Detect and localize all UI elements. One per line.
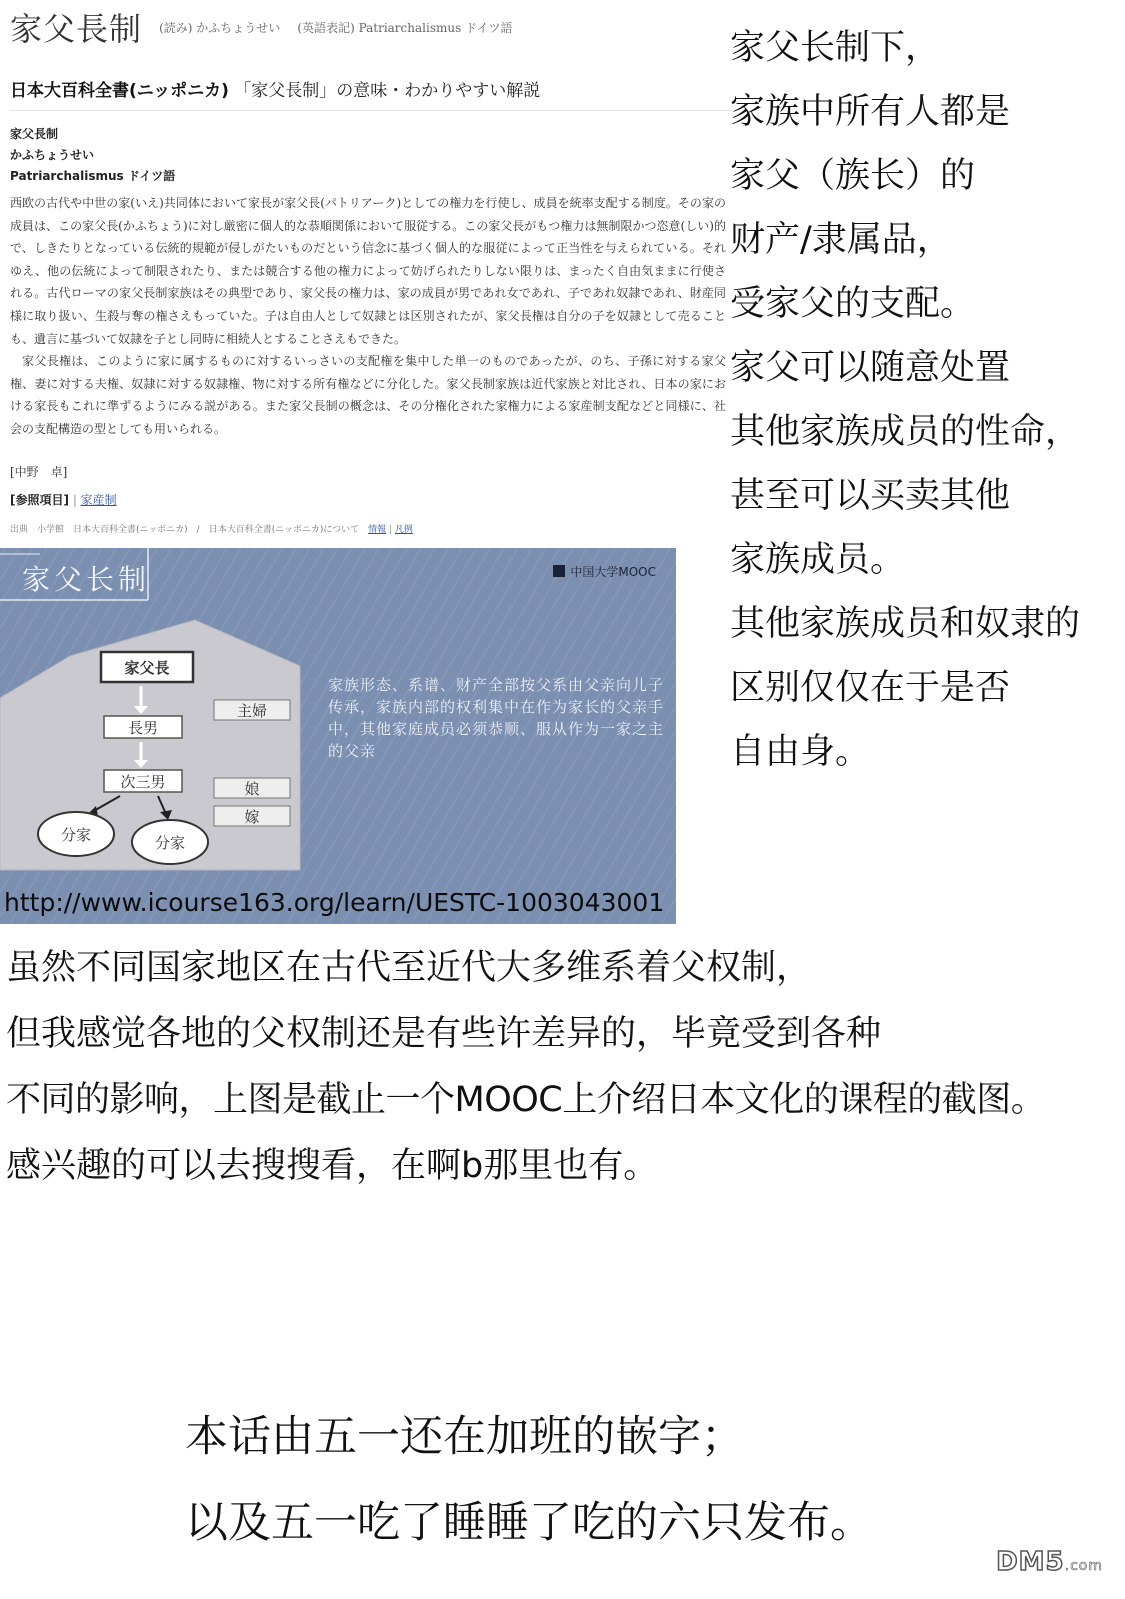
right-line: 区别仅仅在于是否	[730, 668, 1011, 708]
mooc-slide	[0, 548, 676, 924]
dictionary-screenshot	[0, 0, 735, 550]
dictionary-title-row	[10, 4, 512, 50]
credit-line: 以及五一吃了睡睡了吃的六只发布。	[185, 1498, 873, 1548]
right-line: 家族中所有人都是	[730, 92, 1011, 132]
source-bold: 日本大百科全書(ニッポニカ)	[10, 81, 229, 101]
dictionary-body	[10, 192, 726, 441]
headword-foreign: Patriarchalismus ドイツ語	[10, 169, 176, 183]
right-line: 受家父的支配。	[730, 284, 976, 324]
node-bride-label: 嫁	[244, 808, 260, 826]
bottom-line: 感兴趣的可以去搜搜看，在啊b那里也有。	[6, 1146, 659, 1186]
bottom-paragraph	[6, 935, 1121, 1199]
bottom-line: 虽然不同国家地区在古代至近代大多维系着父权制，	[6, 948, 812, 988]
right-line: 家族成员。	[730, 540, 906, 580]
right-line: 财产/隶属品，	[730, 220, 952, 260]
watermark-suffix: .com	[1064, 1558, 1103, 1574]
footer-link-legend[interactable]: 凡例	[394, 525, 413, 535]
reference-label: [参照項目]	[10, 493, 69, 507]
slide-title: 家父长制	[22, 563, 151, 596]
right-line: 自由身。	[730, 732, 871, 772]
slide-logo-text: 中国大学MOOC	[570, 565, 656, 579]
divider	[10, 110, 730, 111]
dictionary-footer: 出典 小学館 日本大百科全書(ニッポニカ) / 日本大百科全書(ニッポニカ)について 情報 | 凡例	[10, 525, 413, 535]
right-line: 其他家族成员和奴隶的	[730, 604, 1081, 644]
credits	[185, 1394, 873, 1566]
right-column-text	[730, 16, 1120, 784]
node-branch1-label: 分家	[60, 826, 92, 844]
right-line: 家父长制下，	[730, 28, 941, 68]
bottom-line: 不同的影响，上图是截止一个MOOC上介绍日本文化的课程的截图。	[6, 1080, 1046, 1120]
node-eldest-label: 長男	[127, 719, 159, 737]
mooc-logo-icon	[553, 565, 565, 577]
watermark-main: DM5	[996, 1547, 1065, 1577]
headword-kana: かふちょうせい	[10, 148, 95, 162]
node-head-label: 家父長	[124, 659, 170, 677]
course-url[interactable]: http://www.icourse163.org/learn/UESTC-1003043001	[4, 888, 665, 917]
body-paragraph-2: 家父長権は、このように家に属するものに対するいっさいの支配権を集中した単一のものであったが、のち、子孫に対する家父権、妻に対する夫権、奴隷に対する奴隷権、物に対する所有権などに分化した。家父長制家族は近代家族と対比され、日本の家における家長もこれに準ずるようにみる説がある。また家父長制の概念は、その分権化された家権力による家産制支配などと同様に、社会の支配構造の型としても用いられる。	[10, 354, 726, 436]
right-line: 家父可以随意处置	[730, 348, 1011, 388]
dictionary-title: 家父長制	[10, 10, 143, 48]
footer-text: 出典 小学館 日本大百科全書(ニッポニカ) / 日本大百科全書(ニッポニカ)について	[10, 525, 360, 535]
right-line: 家父（族长）的	[730, 156, 976, 196]
slide-description: 家族形态、系谱、财产全部按父系由父亲向儿子传承，家族内部的权利集中在作为家长的父亲手中，其他家庭成员必须恭顺、服从作为一家之主的父亲	[328, 676, 665, 760]
author: [中野 卓]	[10, 465, 68, 479]
source-heading	[10, 76, 540, 101]
right-line: 甚至可以买卖其他	[730, 476, 1011, 516]
source-rest: 「家父長制」の意味・わかりやすい解説	[234, 81, 541, 101]
credit-line: 本话由五一还在加班的嵌字；	[185, 1412, 744, 1462]
reference-row: [参照項目] | 家産制	[10, 493, 117, 507]
reading-meta: (読み) かふちょうせい	[159, 20, 281, 35]
node-wife-label: 主婦	[236, 702, 268, 720]
node-younger-label: 次三男	[120, 773, 166, 791]
english-meta: (英語表記) Patriarchalismus ドイツ語	[297, 20, 513, 35]
body-paragraph-1: 西欧の古代や中世の家(いえ)共同体において家長が家父長(パトリアーク)としての権力を行使し、成員を統率支配する制度。その家の成員は、この家父長(かふちょう)に対し厳密に個人的な恭順関係において服従する。この家父長がもつ権力は無制限かつ恣意(しい)的で、しきたりとなっている伝統的規範が侵しがたいものだという信念に基づく個人的な服従によって正当性を与えられている。それゆえ、他の伝統によって制限されたり、または競合する他の権力によって妨げられたりしない限りは、まったく自由気ままに行使される。古代ローマの家父長制家族はその典型であり、家父長の権力は、家の成員が男であれ女であれ、子であれ奴隷であれ、財産同様に取り扱い、生殺与奪の権さえもっていた。子は自由人として奴隷とは区別されたが、家父長権は自分の子を奴隷として売ることも、遺言に基づいて奴隷を子とし同時に相続人とすることさえもできた。	[10, 196, 726, 346]
node-daughter-label: 娘	[244, 780, 260, 798]
reference-link[interactable]: 家産制	[80, 493, 117, 507]
node-branch2-label: 分家	[154, 834, 186, 852]
dm5-watermark	[996, 1547, 1103, 1577]
headword: 家父長制	[10, 127, 59, 141]
footer-link-info[interactable]: 情報	[368, 525, 387, 535]
bottom-line: 但我感觉各地的父权制还是有些许差异的，毕竟受到各种	[6, 1014, 882, 1054]
right-line: 其他家族成员的性命，	[730, 412, 1081, 452]
